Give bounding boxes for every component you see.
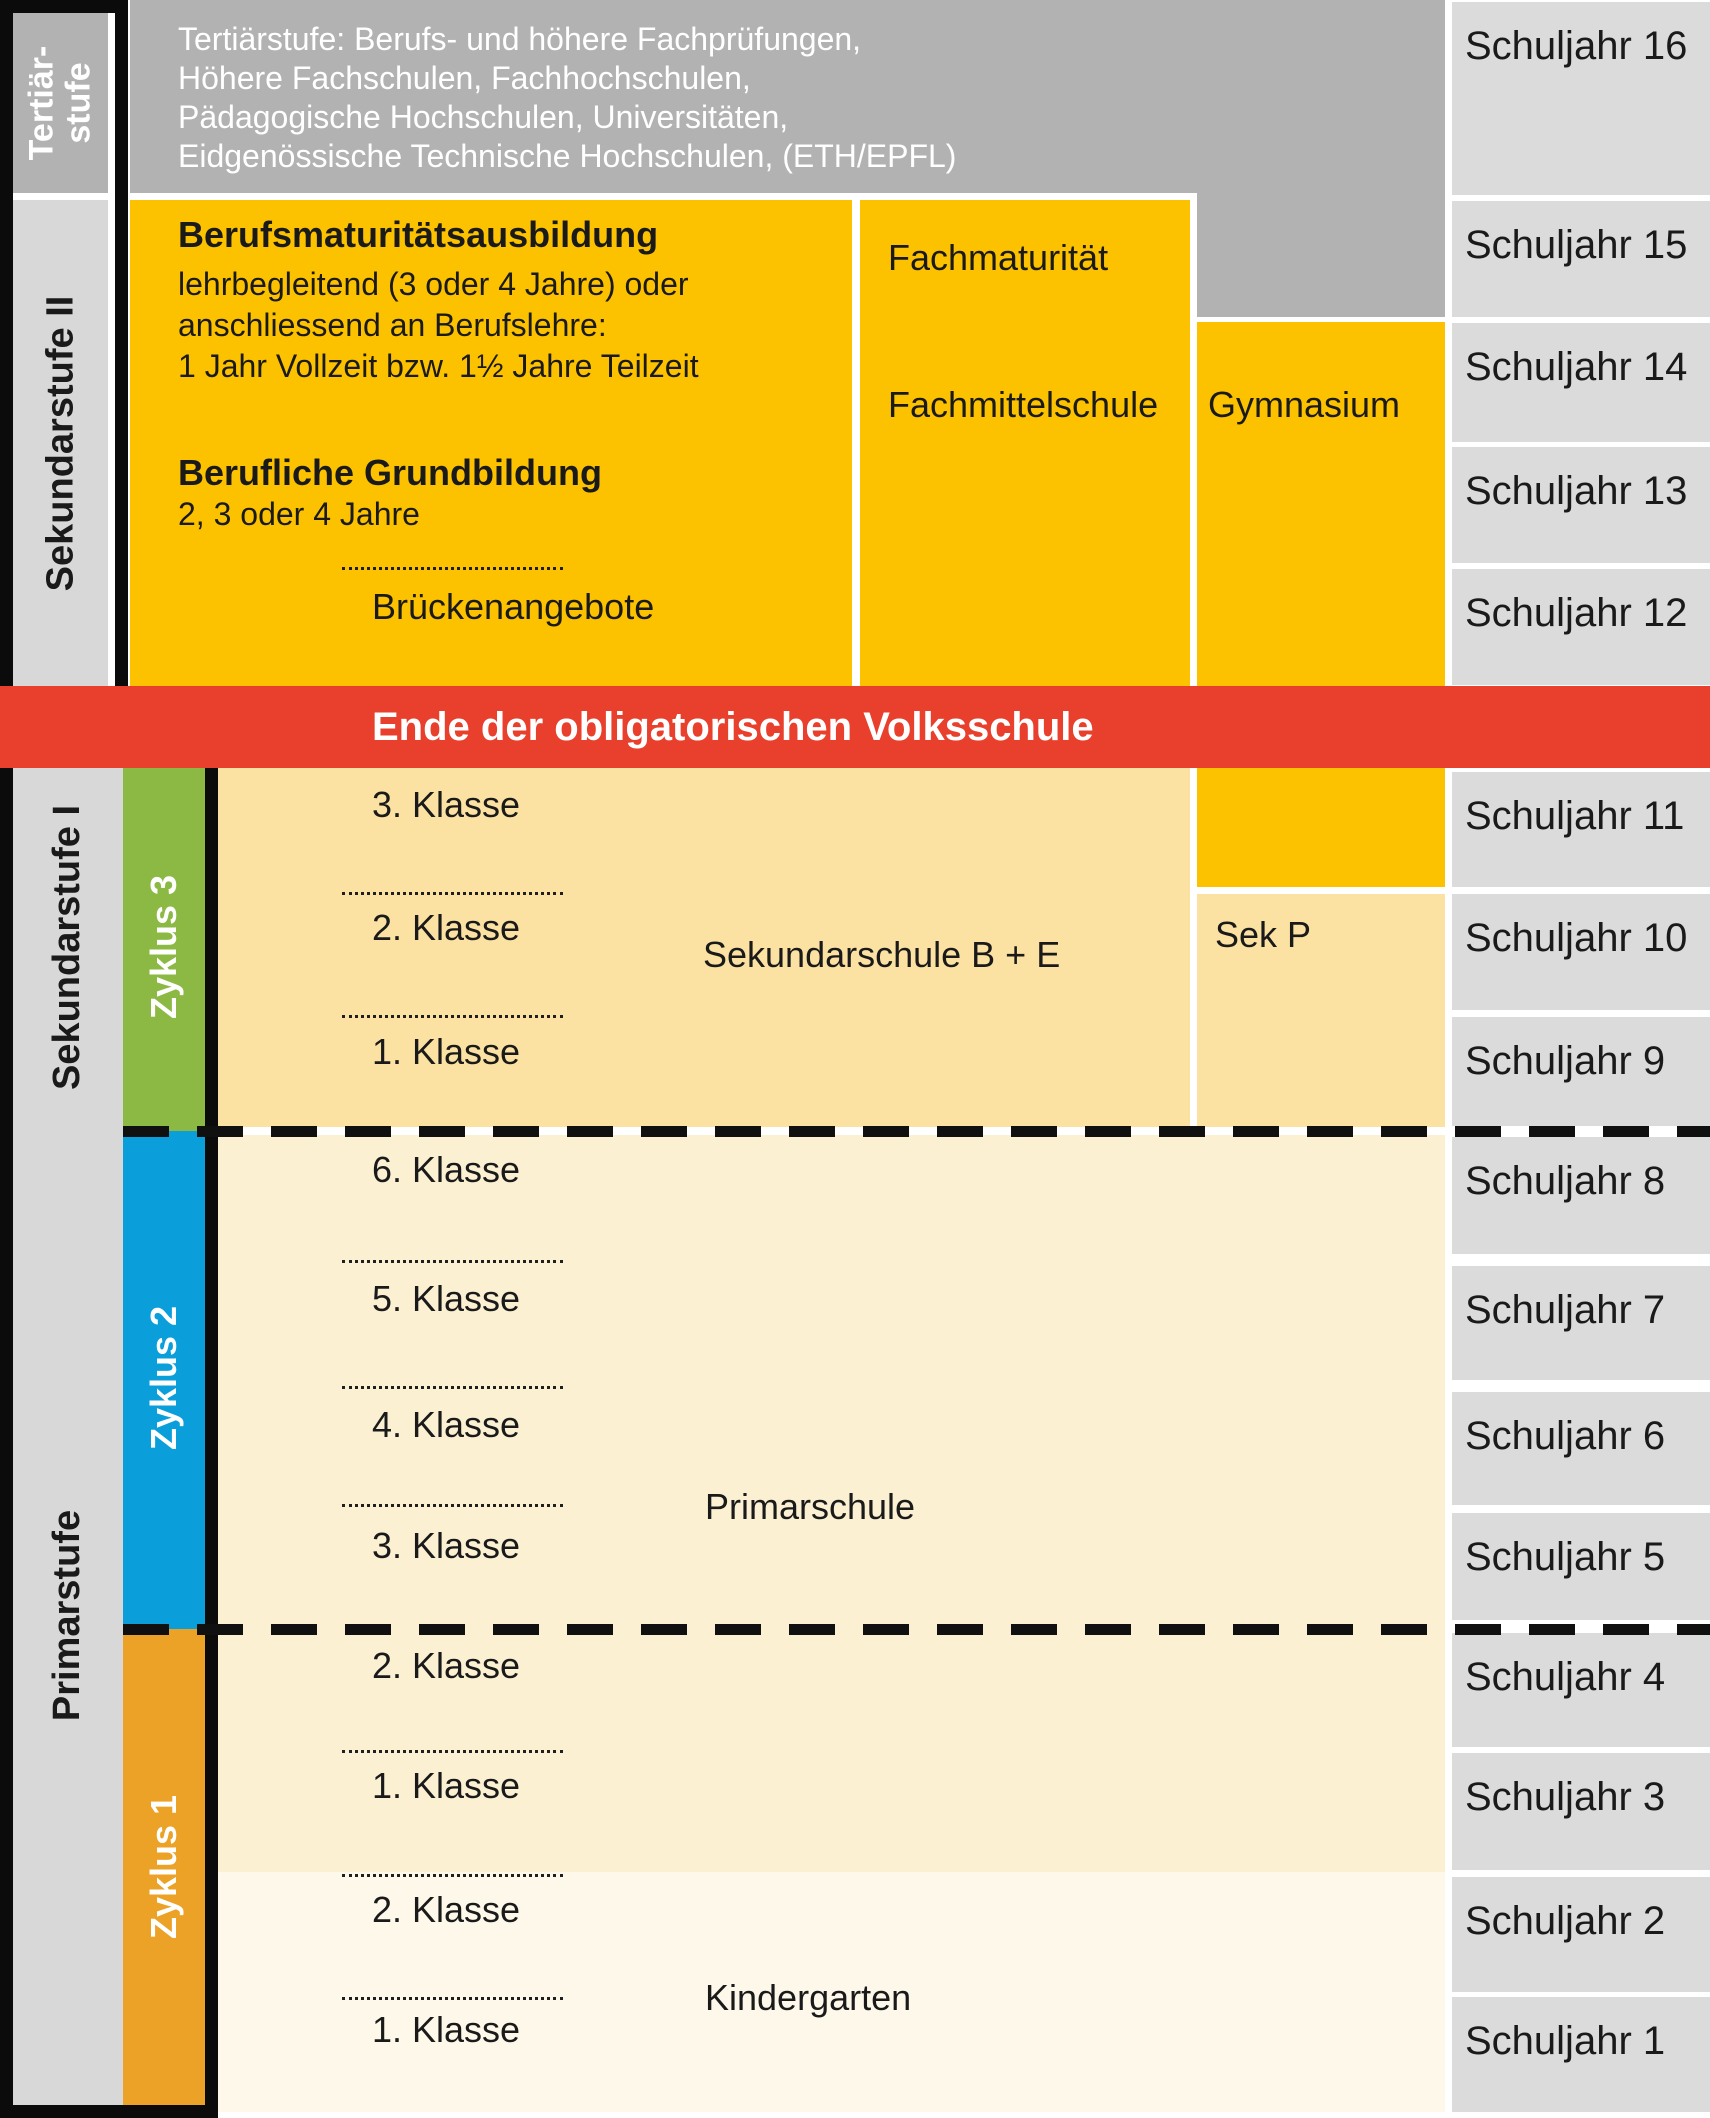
berufsmaturitaet-line-2: anschliessend an Berufslehre: [178,307,607,343]
schuljahr-11-box [1452,772,1710,887]
berufsmaturitaet-line-1: lehrbegleitend (3 oder 4 Jahre) oder [178,266,689,302]
schuljahr-1-label: Schuljahr 1 [1465,2019,1666,2063]
schuljahr-12-box [1452,569,1710,685]
tertiary-box-text [178,20,956,176]
dotted-separator-primar-2-1 [342,1750,563,1753]
sekundarstufe2-label: Sekundarstufe II [39,295,82,591]
gymnasium-label: Gymnasium [1208,384,1401,425]
schuljahr-5-label: Schuljahr 5 [1465,1535,1666,1579]
schuljahr-3-label: Schuljahr 3 [1465,1775,1666,1819]
level-label-sekundarstufe-1 [13,768,123,1126]
schuljahr-15-label: Schuljahr 15 [1465,223,1688,267]
dotted-separator-primar-kg [342,1874,563,1877]
schuljahr-13-box [1452,447,1710,563]
fachmaturitaet-label: Fachmaturität [888,237,1109,278]
primarschule-label: Primarschule [705,1486,916,1527]
schuljahr-14-label: Schuljahr 14 [1465,345,1688,389]
schuljahr-1-box [1452,1997,1710,2112]
schuljahr-14-box [1452,323,1710,442]
zyklus-2-label-wrap [123,1131,205,1624]
red-banner-text: Ende der obligatorischen Volksschule [372,705,1094,749]
schuljahr-4-box [1452,1633,1710,1747]
primar-klasse-5: 5. Klasse [372,1278,521,1319]
brueckenangebote-label: Brückenangebote [372,586,655,627]
tertiary-box-stub [1197,193,1445,317]
frame-top [0,0,128,13]
sek-klasse-1: 1. Klasse [372,1031,521,1072]
sek-klasse-3: 3. Klasse [372,784,521,825]
schuljahr-4-label: Schuljahr 4 [1465,1655,1666,1699]
dotted-separator-primar-4-3 [342,1504,563,1507]
schuljahr-2-label: Schuljahr 2 [1465,1899,1666,1943]
tertiary-line-2: Höhere Fachschulen, Fachhochschulen, [178,60,751,96]
berufsmaturitaet-lines [178,264,699,387]
dashed-line-sek1-primar [123,1126,1710,1137]
dotted-separator-sek-3-2 [342,892,563,895]
berufsmaturitaet-title: Berufsmaturitätsausbildung [178,214,659,255]
schuljahr-10-box [1452,894,1710,1010]
schuljahr-9-box [1452,1017,1710,1126]
schuljahr-2-box [1452,1877,1710,1992]
gymnasium-block-upper [1197,322,1445,686]
schuljahr-6-label: Schuljahr 6 [1465,1414,1666,1458]
sek-klasse-2: 2. Klasse [372,907,521,948]
kindergarten-klasse-1: 1. Klasse [372,2009,521,2050]
berufliche-grundbildung-title: Berufliche Grundbildung [178,452,602,493]
schuljahr-12-label: Schuljahr 12 [1465,591,1688,635]
primarstufe-label: Primarstufe [46,1509,89,1722]
primar-klasse-6: 6. Klasse [372,1149,521,1190]
dotted-separator-sek-2-1 [342,1015,563,1018]
primar-klasse-1: 1. Klasse [372,1765,521,1806]
level-label-tertiaerstufe [13,13,108,193]
primar-klasse-4: 4. Klasse [372,1404,521,1445]
schuljahr-7-label: Schuljahr 7 [1465,1288,1666,1332]
zyklus-3-label: Zyklus 3 [143,874,185,1020]
sek-p-label: Sek P [1215,914,1312,955]
level-label-sekundarstufe-2 [13,200,108,686]
berufliche-grundbildung-note: 2, 3 oder 4 Jahre [178,496,420,532]
fachmittelschule-label: Fachmittelschule [888,384,1159,425]
schuljahr-8-box [1452,1137,1710,1254]
schuljahr-9-label: Schuljahr 9 [1465,1039,1666,1083]
frame-bottom [0,2105,218,2118]
schuljahr-13-label: Schuljahr 13 [1465,469,1688,513]
berufsmaturitaet-line-3: 1 Jahr Vollzeit bzw. 1½ Jahre Teilzeit [178,348,699,384]
kindergarten-label: Kindergarten [705,1977,912,2018]
tertiary-line-1: Tertiärstufe: Berufs- und höhere Fachprüfungen, [178,21,862,57]
zyklus-3-label-wrap [123,768,205,1126]
schuljahr-15-box [1452,201,1710,317]
tertiaer-label-line2: stufe [59,62,98,144]
schuljahr-16-box [1452,2,1710,195]
primar-klasse-2: 2. Klasse [372,1645,521,1686]
zyklus-2-label: Zyklus 2 [143,1305,185,1450]
schuljahr-6-box [1452,1392,1710,1505]
level-label-primarstufe [13,1126,123,2105]
dotted-separator-brueckenangebote [342,567,563,570]
schuljahr-8-label: Schuljahr 8 [1465,1159,1666,1203]
schuljahr-3-box [1452,1753,1710,1870]
schuljahr-5-box [1452,1513,1710,1620]
tertiary-line-4: Eidgenössische Technische Hochschulen, (ETH/EPFL) [178,138,957,174]
dashed-line-zyklus2-zyklus1 [123,1624,1710,1635]
dotted-separator-primar-5-4 [342,1386,563,1389]
schuljahr-11-label: Schuljahr 11 [1465,794,1685,838]
kindergarten-klasse-2: 2. Klasse [372,1889,521,1930]
zyklus-1-label: Zyklus 1 [143,1794,185,1940]
schuljahr-16-label: Schuljahr 16 [1465,24,1688,68]
schuljahr-10-label: Schuljahr 10 [1465,916,1688,960]
tertiary-line-3: Pädagogische Hochschulen, Universitäten, [178,99,789,135]
zyklus-1-label-wrap [123,1629,205,2105]
sekundarschule-be-label: Sekundarschule B + E [703,934,1061,975]
dotted-separator-primar-6-5 [342,1260,563,1263]
dotted-separator-kg-2-1 [342,1997,563,2000]
frame-inner-bottom [205,768,218,2105]
sekundarstufe1-label: Sekundarstufe I [46,804,89,1090]
frame-left [0,0,13,2118]
tertiaer-label-line1: Tertiär- [22,45,61,161]
schuljahr-7-box [1452,1266,1710,1380]
frame-inner-top [115,13,128,686]
gymnasium-block-lower [1197,768,1445,887]
primar-klasse-3: 3. Klasse [372,1525,521,1566]
